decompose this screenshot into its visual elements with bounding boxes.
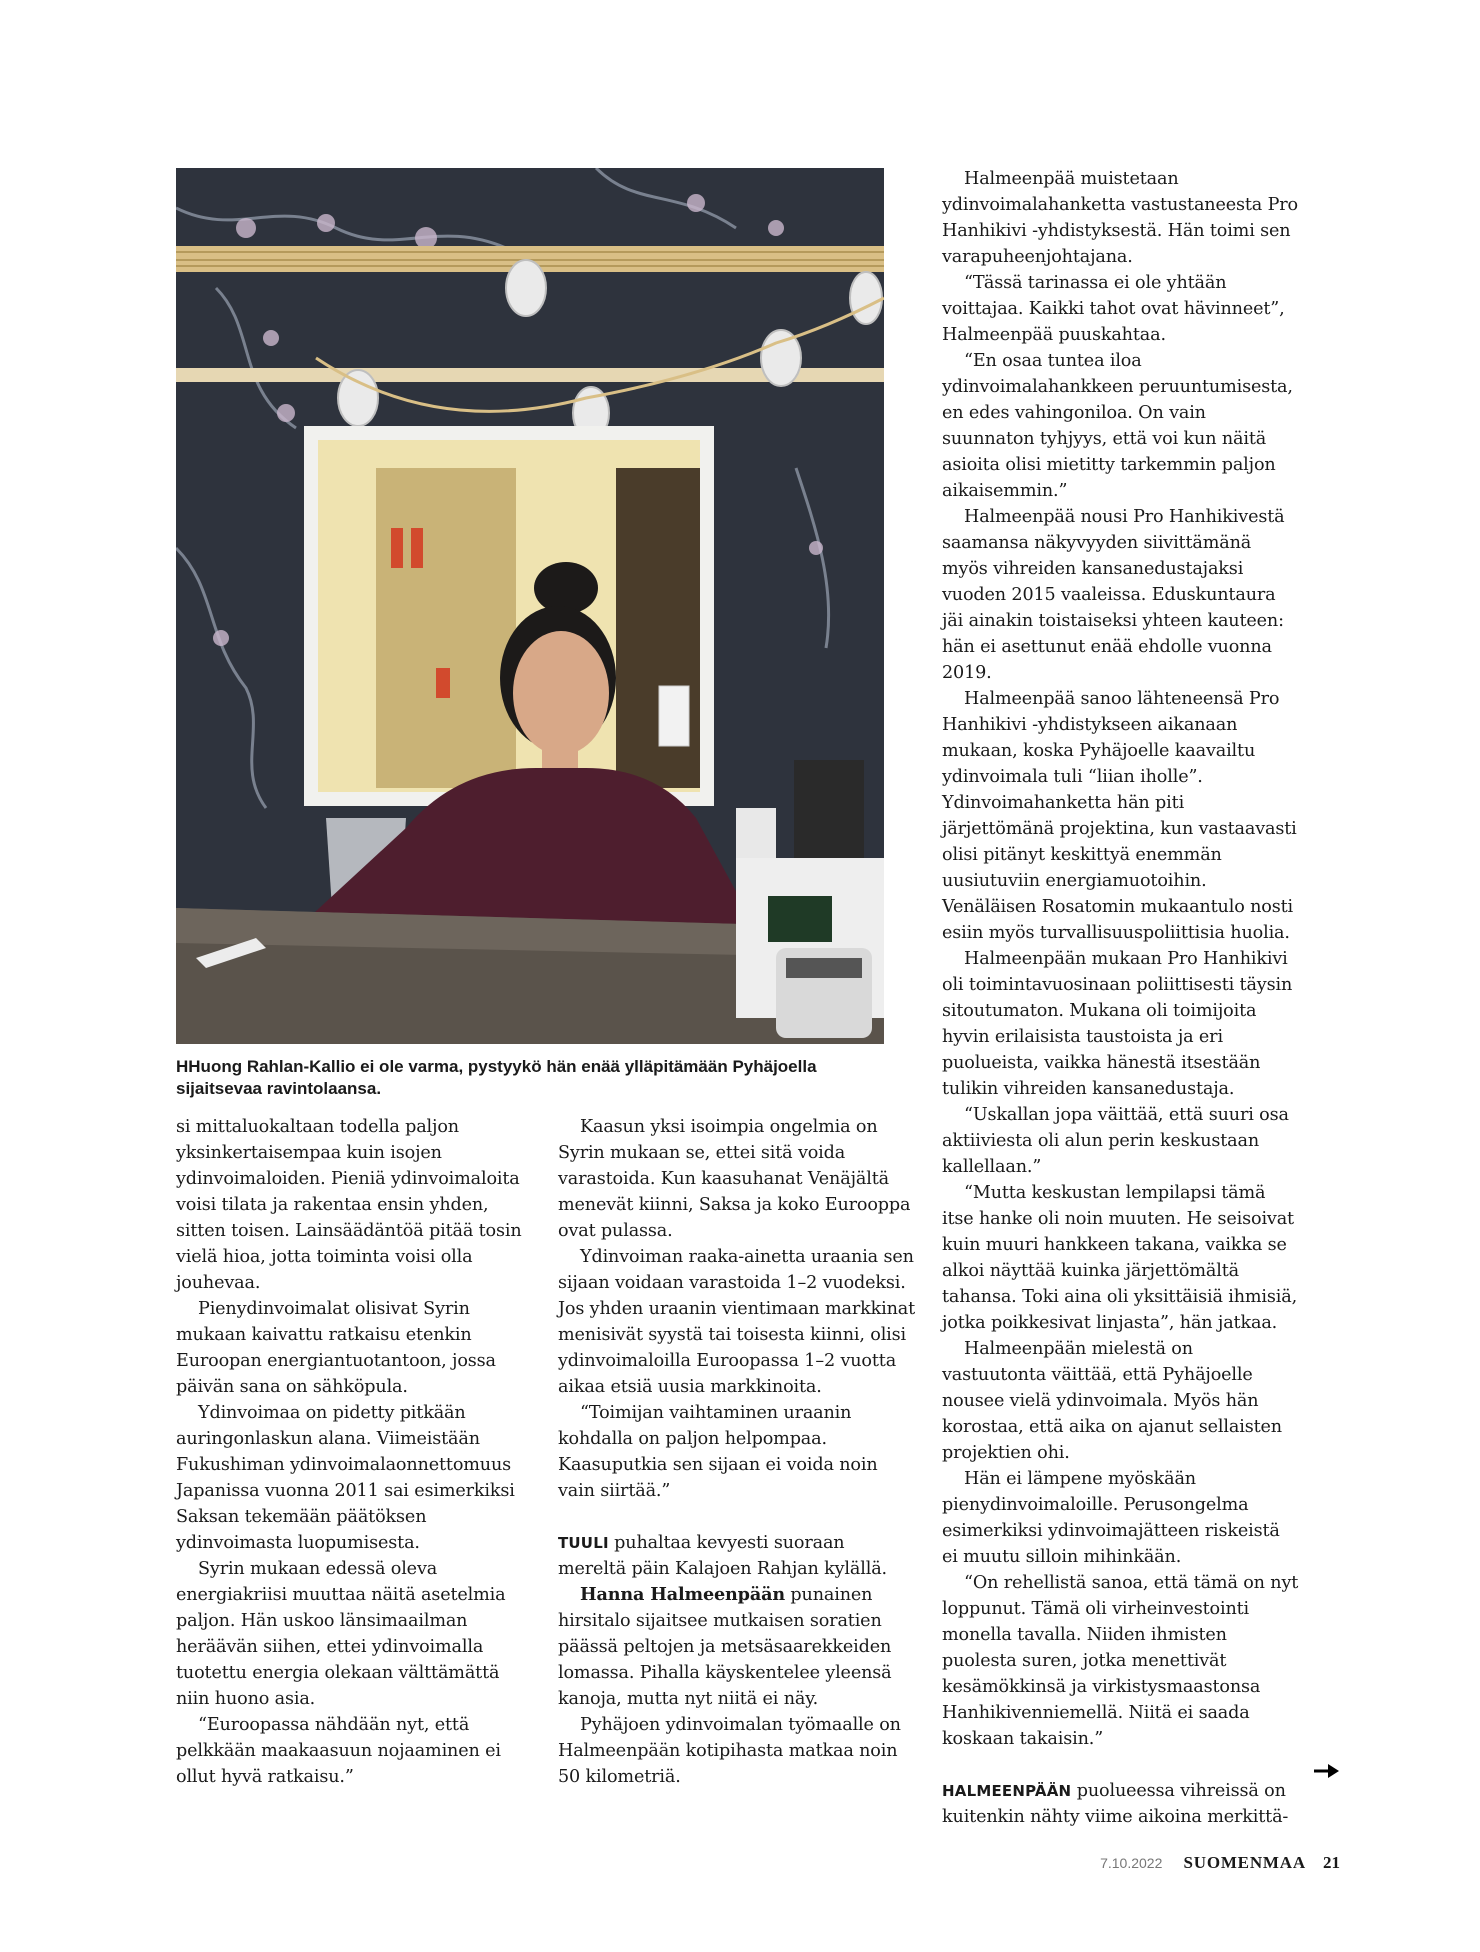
paragraph: “Euroopassa nähdään nyt, että pelkkään maakaasuun nojaaminen ei ollut hyvä ratkaisu.” xyxy=(176,1715,501,1787)
paragraph: Hän ei lämpene myöskään pienydinvoimaloille. Perusongelma esimerkiksi ydinvoimajätteen riskeistä ei muutu silloin mihinkään. xyxy=(942,1469,1280,1567)
article-column-1 xyxy=(176,1114,534,1790)
paragraph: “Toimijan vaihtaminen uraanin kohdalla on paljon helpompaa. Kaasuputkia sen sijaan ei voida noin vain siirtää.” xyxy=(558,1403,878,1501)
photo xyxy=(176,168,884,1044)
paragraph: “On rehellistä sanoa, että tämä on nyt loppunut. Tämä oli virheinvestointi monella tavalla. Niiden ihmisten puolesta suren, jotka menettivät kesämökkinsä ja virkistysmaastonsa Hanhikivenniemellä. Niitä ei saada koskaan takaisin.” xyxy=(942,1573,1299,1749)
paragraph: Pyhäjoen ydinvoimalan työmaalle on Halmeenpään kotipihasta matkaa noin 50 kilometriä. xyxy=(558,1715,901,1787)
paragraph: Kaasun yksi isoimpia ongelmia on Syrin mukaan se, ettei sitä voida varastoida. Kun kaasuhanat Venäjältä menevät kiinni, Saksa ja koko Eurooppa ovat pulassa. xyxy=(558,1117,911,1241)
paragraph: Ydinvoiman raaka-ainetta uraania sen sijaan voidaan varastoida 1–2 vuodeksi. Jos yhden uraanin vientimaan markkinat menisivät syystä tai toisesta kiinni, olisi ydinvoimaloilla Euroopassa 1–2 vuotta aikaa etsiä uusia markkinoita. xyxy=(558,1247,916,1397)
article-column-2 xyxy=(558,1114,916,1790)
section-lead-word: HALMEENPÄÄN xyxy=(942,1782,1072,1800)
paragraph: Halmeenpään mielestä on vastuutonta väittää, että Pyhäjoelle nousee vielä ydinvoimala. Myös hän korostaa, että aika on ajanut sellaisten projektien ohi. xyxy=(942,1339,1282,1463)
paragraph-text: punainen hirsitalo sijaitsee mutkaisen soratien päässä peltojen ja metsäsaarekkeiden lomassa. Pihalla käyskentelee yleensä kanoja, mutta nyt niitä ei näy. xyxy=(558,1585,892,1709)
paragraph: Halmeenpää sanoo lähteneensä Pro Hanhikivi -yhdistykseen aikanaan mukaan, koska Pyhäjoelle kaavailtu ydinvoimala tuli “liian iholle”. Ydinvoimahanketta hän piti järjettömänä projektina, kun vastaavasti olisi pitänyt keskittyä enemmän uusiutuviin energiamuotoihin. Venäläisen Rosatomin mukaantulo nosti esiin myös turvallisuuspoliittisia huolia. xyxy=(942,689,1297,943)
paragraph: “Tässä tarinassa ei ole yhtään voittajaa. Kaikki tahot ovat hävinneet”, Halmeenpää puuskahtaa. xyxy=(942,273,1285,345)
page-footer xyxy=(1100,1853,1340,1873)
section-lead-word: TUULI xyxy=(558,1534,609,1552)
issue-date: 7.10.2022 xyxy=(1100,1855,1163,1871)
paragraph xyxy=(558,1582,916,1712)
photo-caption: HHuong Rahlan-Kallio ei ole varma, pystyykö hän enää ylläpitämään Pyhäjoella sijaitsevaa ravintolaansa. xyxy=(176,1057,817,1098)
paragraph: “En osaa tuntea iloa ydinvoimalahankkeen peruuntumisesta, en edes vahingoniloa. On vain suunnaton tyhjyys, että voi kun näitä asioita olisi mietitty tarkemmin paljon aikaisemmin.” xyxy=(942,351,1293,501)
paragraph: “Mutta keskustan lempilapsi tämä itse hanke oli noin muuten. He seisoivat kuin muuri hankkeen takana, vaikka se alkoi näyttää kuinka järjettömältä tahansa. Toki aina oli yksittäisiä ihmisiä, jotka poikkesivat linjasta”, hän jatkaa. xyxy=(942,1183,1298,1333)
article-column-3 xyxy=(942,166,1300,1830)
paragraph: Ydinvoimaa on pidetty pitkään auringonlaskun alana. Viimeistään Fukushiman ydinvoimalaonnettomuus Japanissa vuonna 2011 sai esimerkiksi Saksan tekemään päätöksen ydinvoimasta luopumisesta. xyxy=(176,1403,515,1553)
paragraph: Pienydinvoimalat olisivat Syrin mukaan kaivattu ratkaisu etenkin Euroopan energiantuotantoon, jossa päivän sana on sähköpula. xyxy=(176,1299,496,1397)
paragraph: “Uskallan jopa väittää, että suuri osa aktiiviesta oli alun perin keskustaan kallellaan.” xyxy=(942,1105,1289,1177)
paragraph: Halmeenpään mukaan Pro Hanhikivi oli toimintavuosinaan poliittisesti täysin sitoutumaton. Mukana oli toimijoita hyvin erilaisista taustoista ja eri puolueista, vaikka hänestä itsestään tulikin vihreiden kansanedustaja. xyxy=(942,949,1293,1099)
magazine-name: SUOMENMAA xyxy=(1183,1853,1306,1872)
section-start-paragraph xyxy=(558,1530,916,1582)
paragraph: Halmeenpää nousi Pro Hanhikivestä saamansa näkyvyyden siivittämänä myös vihreiden kansanedustajaksi vuoden 2015 vaaleissa. Eduskuntaura jäi ainakin toistaiseksi yhteen kauteen: hän ei asettunut enää ehdolle vuonna 2019. xyxy=(942,507,1285,683)
section-text: puolueessa vihreissä on kuitenkin nähty viime aikoina merkittä- xyxy=(942,1781,1289,1827)
page-number: 21 xyxy=(1323,1853,1340,1872)
paragraph: Halmeenpää muistetaan ydinvoimalahanketta vastustaneesta Pro Hanhikivi -yhdistyksestä. Hän toimi sen varapuheenjohtajana. xyxy=(942,169,1298,267)
photo-restaurant-counter xyxy=(176,168,884,1044)
section-start-paragraph xyxy=(942,1778,1300,1830)
section-text: puhaltaa kevyesti suoraan mereltä päin Kalajoen Rahjan kylällä. xyxy=(558,1533,887,1579)
arrow-right-icon xyxy=(1314,1763,1340,1784)
person-name: Hanna Halmeenpään xyxy=(580,1584,785,1605)
paragraph: si mittaluokaltaan todella paljon yksinkertaisempaa kuin isojen ydinvoimaloiden. Pieniä ydinvoimaloita voisi tilata ja rakentaa ensin yhden, sitten toisen. Lainsäädäntöä pitää tosin vielä hioa, jotta toiminta voisi olla jouhevaa. xyxy=(176,1117,522,1293)
paragraph: Syrin mukaan edessä oleva energiakriisi muuttaa näitä asetelmia paljon. Hän uskoo länsimaailman heräävän siihen, ettei ydinvoimalla tuotettu energia olekaan välttämättä niin huono asia. xyxy=(176,1559,506,1709)
